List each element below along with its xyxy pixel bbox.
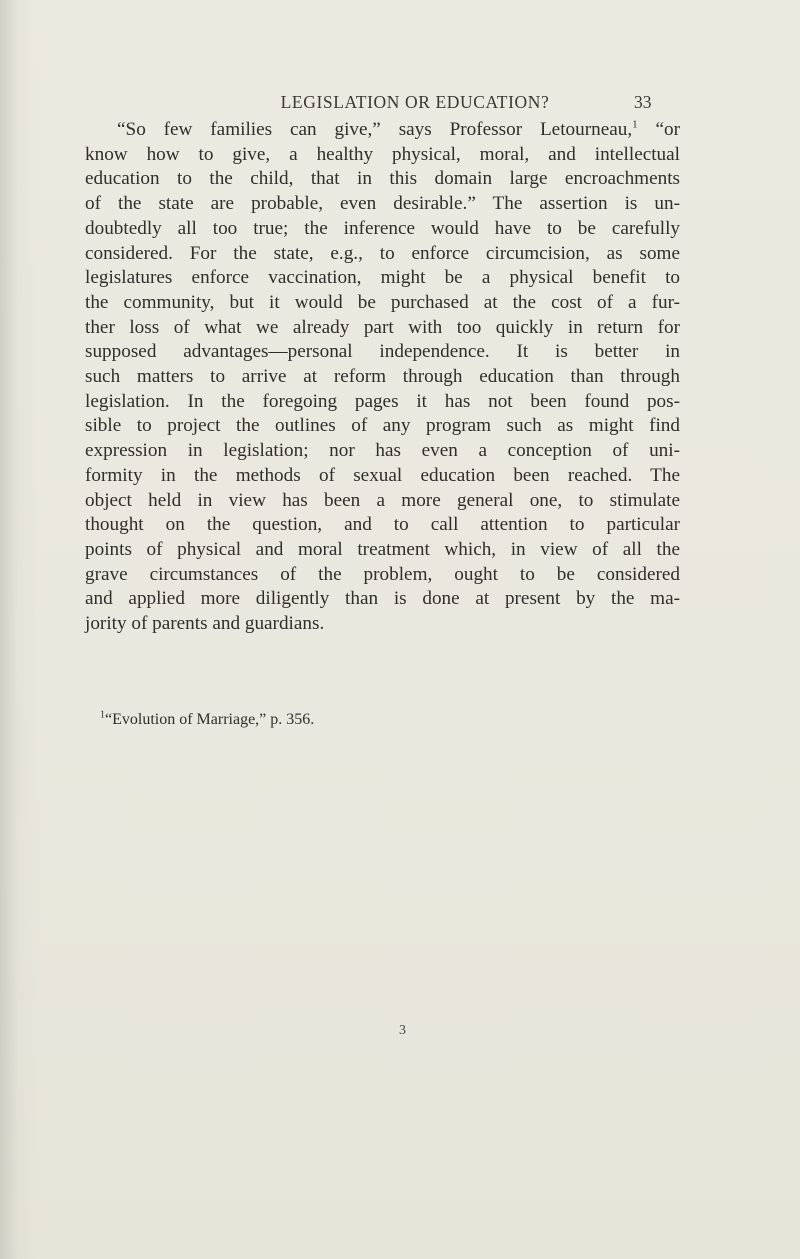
text-line: object held in view has been a more general one, to stimulate: [85, 489, 680, 511]
text-line: sible to project the outlines of any program such as might find: [85, 415, 680, 437]
text-line: thought on the question, and to call attention to particular: [85, 514, 680, 536]
text-line: grave circumstances of the problem, ought to be considered: [85, 563, 680, 585]
text-line: know how to give, a healthy physical, moral, and intellectual: [85, 143, 680, 165]
signature-mark: 3: [399, 1023, 406, 1038]
text-line: jority of parents and guardians.: [85, 613, 325, 635]
text-line: “So few families can give,” says Professor Letourneau,$^1$ “or: [117, 118, 680, 140]
footnote-text: “Evolution of Marriage,” p. 356.: [105, 711, 315, 728]
text-line: of the state are probable, even desirable.” The assertion is un-: [85, 193, 680, 215]
footnote-reference: 1: [632, 118, 638, 131]
text-line: education to the child, that in this domain large encroachments: [85, 168, 680, 190]
page-number: 33: [634, 92, 652, 112]
running-head: LEGISLATION OR EDUCATION?: [280, 92, 550, 112]
text-line: legislation. In the foregoing pages it has not been found pos-: [85, 390, 680, 412]
text-line: and applied more diligently than is done at present by the ma-: [85, 588, 680, 610]
text-line: supposed advantages—personal independence. It is better in: [85, 341, 680, 363]
text-line: doubtedly all too true; the inference would have to be carefully: [85, 217, 680, 239]
text-line: such matters to arrive at reform through education than through: [85, 366, 680, 388]
text-line: points of physical and moral treatment which, in view of all the: [85, 538, 680, 560]
text-line: considered. For the state, e.g., to enforce circumcision, as some: [85, 242, 680, 264]
body-paragraph: [85, 118, 680, 637]
text-line: expression in legislation; nor has even a conception of uni-: [85, 440, 680, 462]
text-line: ther loss of what we already part with too quickly in return for: [85, 316, 680, 338]
footnote: [100, 711, 314, 729]
text-line: legislatures enforce vaccination, might be a physical benefit to: [85, 267, 680, 289]
footnote-marker: 1: [100, 709, 105, 721]
text-line: formity in the methods of sexual education been reached. The: [85, 464, 680, 486]
text-line: the community, but it would be purchased at the cost of a fur-: [85, 291, 680, 313]
